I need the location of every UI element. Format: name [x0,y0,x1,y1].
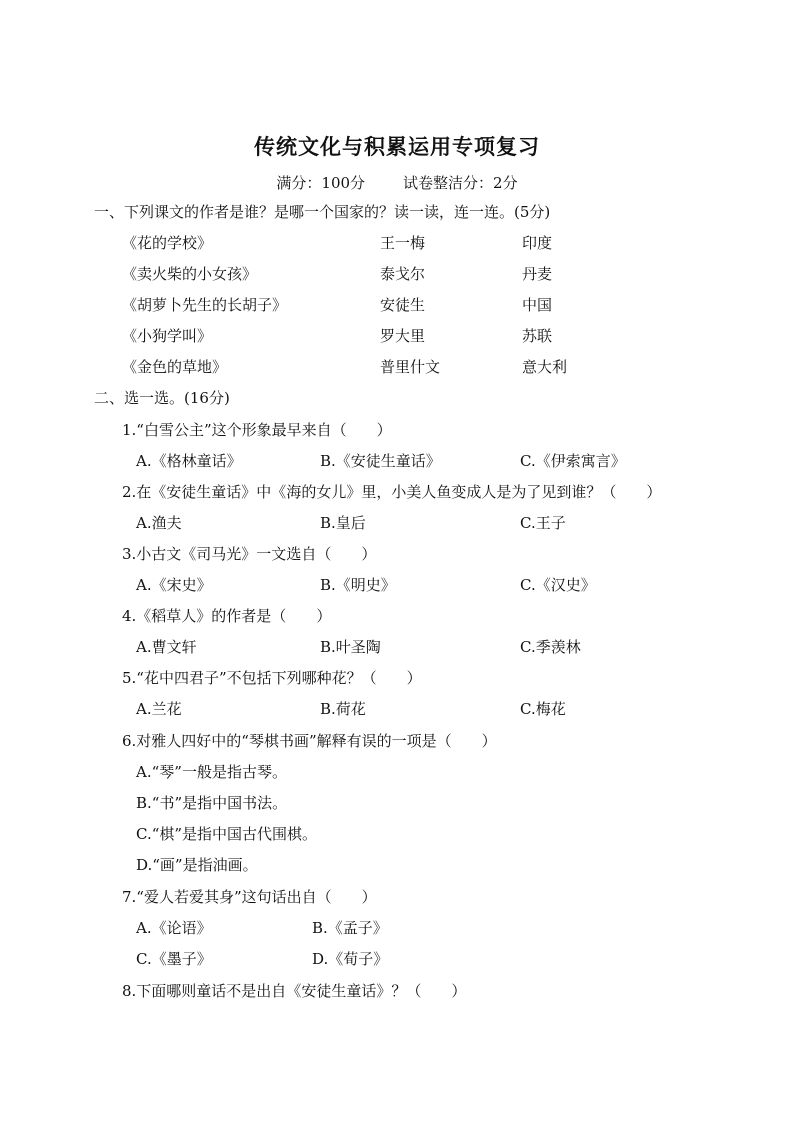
author-name: 王一梅 [380,234,426,252]
question-stem: 5.“花中四君子”不包括下列哪种花？（ ） [122,669,422,687]
option-a: A.《论语》 [136,919,212,937]
section1-heading: 一、下列课文的作者是谁？是哪一个国家的？读一读，连一连。(5分) [94,203,551,221]
full-score: 满分：100分 [276,174,366,192]
work-title: 《金色的草地》 [122,358,228,376]
country-name: 丹麦 [522,265,553,283]
country-name: 苏联 [522,327,553,345]
section2-heading: 二、选一选。(16分) [94,389,230,407]
question-stem: 6.对雅人四好中的“琴棋书画”解释有误的一项是（ ） [122,732,497,750]
option-b: B.《安徒生童话》 [320,452,441,470]
author-name: 罗大里 [380,327,426,345]
option-a: A.兰花 [136,700,182,718]
score-info [0,172,794,193]
option-b: B.《明史》 [320,576,396,594]
option-d: D.《荀子》 [312,950,389,968]
work-title: 《花的学校》 [122,234,213,252]
option-a: A.曹文轩 [136,638,197,656]
option-c: C.梅花 [520,700,566,718]
option-b: B.荷花 [320,700,366,718]
option-a: A.渔夫 [136,514,182,532]
work-title: 《胡萝卜先生的长胡子》 [122,296,288,314]
author-name: 普里什文 [380,358,441,376]
option-a: A.《格林童话》 [136,452,242,470]
question-stem: 1.“白雪公主”这个形象最早来自（ ） [122,421,392,439]
country-name: 印度 [522,234,553,252]
option-b: B.《孟子》 [312,919,388,937]
option-b: B.皇后 [320,514,366,532]
option-a: A.《宋史》 [136,576,212,594]
question-stem: 7.“爱人若爱其身”这句话出自（ ） [122,888,377,906]
country-name: 意大利 [522,358,568,376]
option-c: C.王子 [520,514,566,532]
option-b: B.“书”是指中国书法。 [136,794,288,812]
option-a: A.“琴”一般是指古琴。 [136,763,287,781]
author-name: 安徒生 [380,296,426,314]
option-c: C.季羡林 [520,638,581,656]
option-b: B.叶圣陶 [320,638,381,656]
question-stem: 3.小古文《司马光》一文选自（ ） [122,545,377,563]
author-name: 泰戈尔 [380,265,426,283]
question-stem: 4.《稻草人》的作者是（ ） [122,607,332,625]
work-title: 《小狗学叫》 [122,327,213,345]
option-c: C.“棋”是指中国古代围棋。 [136,825,318,843]
question-stem: 2.在《安徒生童话》中《海的女儿》里，小美人鱼变成人是为了见到谁？（ ） [122,483,662,501]
option-c: C.《墨子》 [136,950,212,968]
country-name: 中国 [522,296,553,314]
option-c: C.《汉史》 [520,576,596,594]
question-stem: 8.下面哪则童话不是出自《安徒生童话》？（ ） [122,982,467,1000]
neatness-score: 试卷整洁分：2分 [403,174,518,192]
work-title: 《卖火柴的小女孩》 [122,265,258,283]
option-d: D.“画”是指油画。 [136,856,258,874]
page-title: 传统文化与积累运用专项复习 [254,134,540,159]
option-c: C.《伊索寓言》 [520,452,626,470]
